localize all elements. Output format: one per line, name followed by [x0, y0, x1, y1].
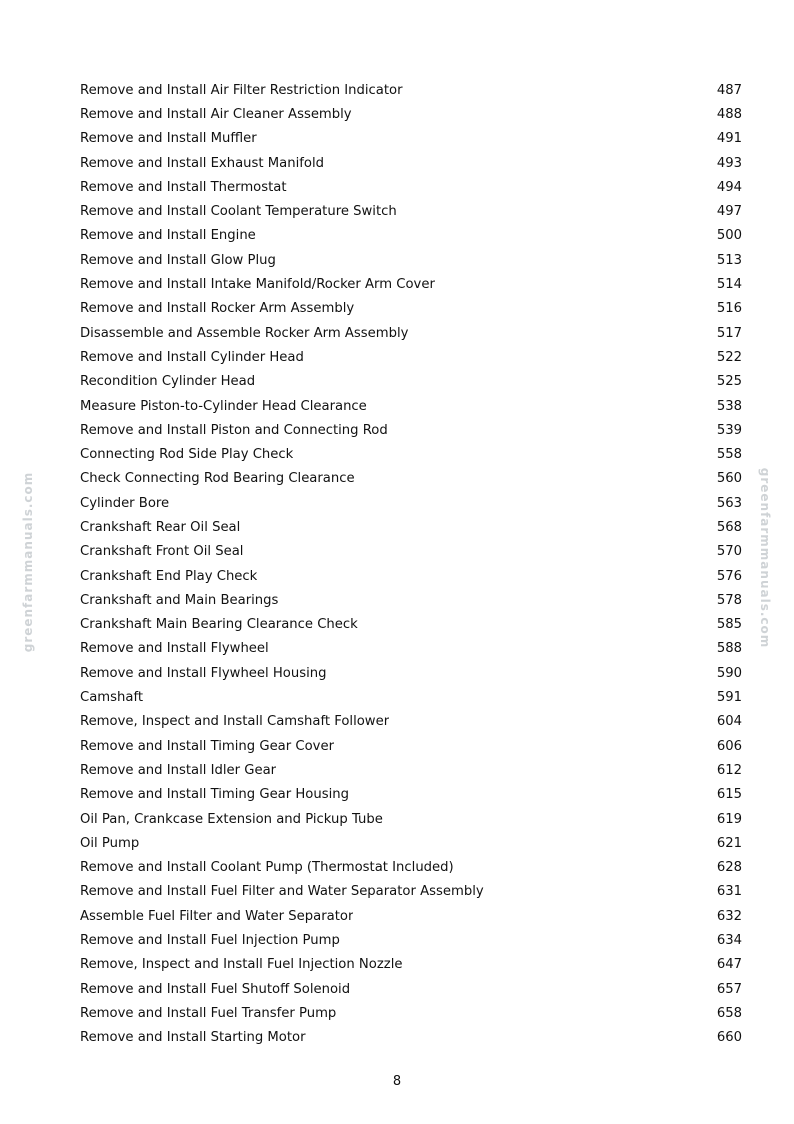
toc-entry[interactable] — [80, 856, 742, 880]
toc-entry-title[interactable]: Recondition Cylinder Head — [80, 374, 256, 390]
toc-entry-page[interactable]: 500 — [716, 228, 742, 244]
toc-entry-title[interactable]: Remove and Install Fuel Transfer Pump — [80, 1005, 337, 1021]
toc-entry-title[interactable]: Crankshaft End Play Check — [80, 568, 258, 584]
toc-entry-page[interactable]: 516 — [716, 301, 742, 317]
toc-entry[interactable] — [80, 953, 742, 977]
toc-entry[interactable] — [80, 199, 742, 223]
toc-entry-title[interactable]: Remove and Install Engine — [80, 228, 256, 244]
toc-entry-title[interactable]: Remove and Install Cylinder Head — [80, 349, 304, 365]
toc-entry-title[interactable]: Crankshaft Rear Oil Seal — [80, 519, 241, 535]
toc-entry[interactable] — [80, 710, 742, 734]
toc-entry-title[interactable]: Assemble Fuel Filter and Water Separator — [80, 908, 354, 924]
toc-entry-page[interactable]: 628 — [716, 860, 742, 876]
toc-entry[interactable] — [80, 418, 742, 442]
toc-entry[interactable] — [80, 904, 742, 928]
toc-entry-title[interactable]: Remove and Install Starting Motor — [80, 1030, 306, 1046]
toc-entry[interactable] — [80, 758, 742, 782]
toc-entry-page[interactable]: 568 — [716, 519, 742, 535]
toc-entry-title[interactable]: Remove and Install Piston and Connecting Rod — [80, 422, 388, 438]
toc-entry[interactable] — [80, 564, 742, 588]
toc-entry[interactable] — [80, 394, 742, 418]
toc-entry-page[interactable]: 576 — [716, 568, 742, 584]
toc-entry-page[interactable]: 615 — [716, 787, 742, 803]
toc-entry-title[interactable]: Remove and Install Glow Plug — [80, 252, 276, 268]
watermark-left: greenfarmmanuals.com — [21, 471, 35, 653]
toc-entry[interactable] — [80, 661, 742, 685]
toc-entry[interactable] — [80, 272, 742, 296]
toc-entry-title[interactable]: Crankshaft Main Bearing Clearance Check — [80, 617, 358, 633]
toc-entry[interactable] — [80, 345, 742, 369]
toc-entry-page[interactable]: 606 — [716, 738, 742, 754]
toc-entry-page[interactable]: 604 — [716, 714, 742, 730]
toc-entry[interactable] — [80, 977, 742, 1001]
toc-entry[interactable] — [80, 515, 742, 539]
toc-entry-page[interactable]: 621 — [716, 835, 742, 851]
toc-entry-title[interactable]: Crankshaft Front Oil Seal — [80, 544, 244, 560]
toc-entry-page[interactable]: 563 — [716, 495, 742, 511]
toc-entry-title[interactable]: Oil Pan, Crankcase Extension and Pickup Tube — [80, 811, 383, 827]
toc-entry[interactable] — [80, 613, 742, 637]
toc-entry[interactable] — [80, 928, 742, 952]
toc-entry-page[interactable]: 619 — [716, 811, 742, 827]
toc-entry-title[interactable]: Remove and Install Fuel Filter and Water Separator Assembly — [80, 884, 484, 900]
toc-entry-page[interactable]: 491 — [716, 131, 742, 147]
toc-entry-title[interactable]: Remove and Install Intake Manifold/Rocker Arm Cover — [80, 277, 435, 293]
toc-entry[interactable] — [80, 175, 742, 199]
toc-entry-title[interactable]: Camshaft — [80, 690, 144, 706]
table-of-contents — [80, 78, 742, 1050]
toc-entry[interactable] — [80, 807, 742, 831]
toc-entry[interactable] — [80, 321, 742, 345]
toc-entry[interactable] — [80, 1026, 742, 1050]
toc-entry-title[interactable]: Remove and Install Flywheel Housing — [80, 665, 327, 681]
toc-entry[interactable] — [80, 734, 742, 758]
toc-entry-title[interactable]: Connecting Rod Side Play Check — [80, 447, 294, 463]
toc-entry-title[interactable]: Measure Piston-to-Cylinder Head Clearance — [80, 398, 367, 414]
toc-entry-page[interactable]: 588 — [716, 641, 742, 657]
toc-entry-page[interactable]: 514 — [716, 277, 742, 293]
toc-entry[interactable] — [80, 880, 742, 904]
toc-entry[interactable] — [80, 442, 742, 466]
toc-entry[interactable] — [80, 127, 742, 151]
toc-entry-title[interactable]: Remove and Install Air Cleaner Assembly — [80, 106, 352, 122]
toc-entry-page[interactable]: 497 — [716, 204, 742, 220]
toc-entry-title[interactable]: Remove and Install Thermostat — [80, 179, 287, 195]
toc-entry-page[interactable]: 591 — [716, 690, 742, 706]
toc-entry-page[interactable]: 517 — [716, 325, 742, 341]
toc-entry[interactable] — [80, 783, 742, 807]
toc-entry-page[interactable]: 538 — [716, 398, 742, 414]
toc-entry-title[interactable]: Remove and Install Fuel Shutoff Solenoid — [80, 981, 351, 997]
page-number: 8 — [392, 1074, 402, 1089]
toc-entry-page[interactable]: 632 — [716, 908, 742, 924]
toc-entry-page[interactable]: 493 — [716, 155, 742, 171]
toc-entry-title[interactable]: Remove and Install Timing Gear Housing — [80, 787, 349, 803]
toc-entry[interactable] — [80, 224, 742, 248]
toc-entry-title[interactable]: Remove, Inspect and Install Camshaft Follower — [80, 714, 390, 730]
toc-entry-page[interactable]: 488 — [716, 106, 742, 122]
toc-entry[interactable] — [80, 491, 742, 515]
toc-entry-page[interactable]: 631 — [716, 884, 742, 900]
toc-entry-page[interactable]: 647 — [716, 957, 742, 973]
toc-entry-page[interactable]: 612 — [716, 762, 742, 778]
toc-entry[interactable] — [80, 685, 742, 709]
toc-entry[interactable] — [80, 1001, 742, 1025]
toc-entry[interactable] — [80, 831, 742, 855]
toc-entry[interactable] — [80, 151, 742, 175]
toc-entry-title[interactable]: Remove and Install Coolant Temperature Switch — [80, 204, 397, 220]
toc-entry-page[interactable]: 513 — [716, 252, 742, 268]
toc-entry[interactable] — [80, 637, 742, 661]
toc-entry-title[interactable]: Remove and Install Exhaust Manifold — [80, 155, 324, 171]
toc-entry-title[interactable]: Check Connecting Rod Bearing Clearance — [80, 471, 355, 487]
toc-entry-page[interactable]: 585 — [716, 617, 742, 633]
toc-entry-page[interactable]: 590 — [716, 665, 742, 681]
toc-entry-page[interactable]: 660 — [716, 1030, 742, 1046]
toc-entry-page[interactable]: 657 — [716, 981, 742, 997]
toc-entry-page[interactable]: 560 — [716, 471, 742, 487]
toc-entry-page[interactable]: 525 — [716, 374, 742, 390]
toc-entry-page[interactable]: 539 — [716, 422, 742, 438]
toc-entry-page[interactable]: 522 — [716, 349, 742, 365]
toc-entry-page[interactable]: 658 — [716, 1005, 742, 1021]
toc-entry[interactable] — [80, 467, 742, 491]
toc-entry-title[interactable]: Remove and Install Flywheel — [80, 641, 269, 657]
watermark-right: greenfarmmanuals.com — [758, 467, 772, 649]
toc-entry-title[interactable]: Remove, Inspect and Install Fuel Injection Nozzle — [80, 957, 403, 973]
toc-entry-page[interactable]: 578 — [716, 592, 742, 608]
toc-entry-title[interactable]: Remove and Install Air Filter Restriction Indicator — [80, 82, 403, 98]
toc-entry[interactable] — [80, 297, 742, 321]
toc-entry-title[interactable]: Remove and Install Coolant Pump (Thermostat Included) — [80, 860, 454, 876]
toc-entry-title[interactable]: Remove and Install Muffler — [80, 131, 257, 147]
toc-entry[interactable] — [80, 78, 742, 102]
toc-entry-title[interactable]: Crankshaft and Main Bearings — [80, 592, 279, 608]
toc-entry[interactable] — [80, 248, 742, 272]
toc-entry-title[interactable]: Disassemble and Assemble Rocker Arm Assembly — [80, 325, 409, 341]
toc-entry-title[interactable]: Remove and Install Fuel Injection Pump — [80, 933, 340, 949]
toc-entry-title[interactable]: Remove and Install Timing Gear Cover — [80, 738, 334, 754]
toc-entry-page[interactable]: 558 — [716, 447, 742, 463]
toc-entry-title[interactable]: Cylinder Bore — [80, 495, 170, 511]
toc-entry[interactable] — [80, 102, 742, 126]
toc-entry-page[interactable]: 487 — [716, 82, 742, 98]
toc-entry-title[interactable]: Remove and Install Idler Gear — [80, 762, 277, 778]
toc-entry-page[interactable]: 570 — [716, 544, 742, 560]
toc-entry-page[interactable]: 634 — [716, 933, 742, 949]
toc-entry-title[interactable]: Oil Pump — [80, 835, 140, 851]
toc-entry[interactable] — [80, 540, 742, 564]
toc-entry-page[interactable]: 494 — [716, 179, 742, 195]
toc-entry[interactable] — [80, 370, 742, 394]
toc-entry[interactable] — [80, 588, 742, 612]
toc-entry-title[interactable]: Remove and Install Rocker Arm Assembly — [80, 301, 355, 317]
